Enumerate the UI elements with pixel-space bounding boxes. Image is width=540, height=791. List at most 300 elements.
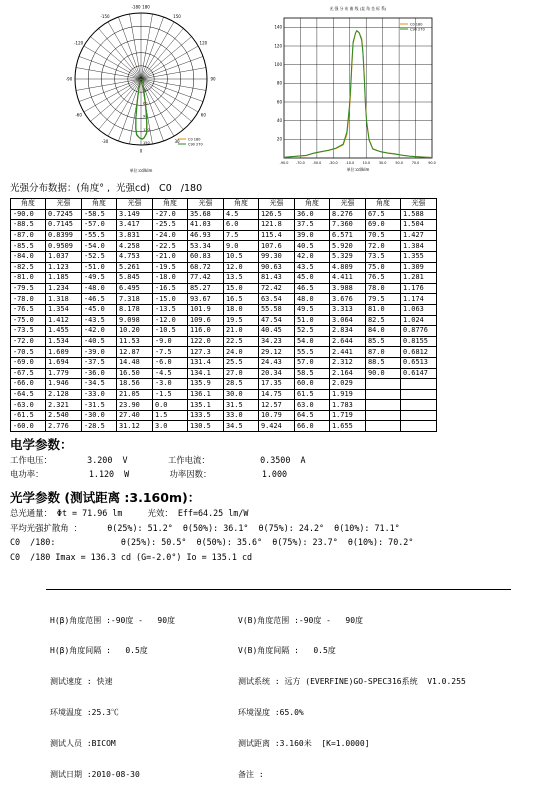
- table-header-cell: 角度: [82, 199, 117, 210]
- table-cell: 6.0: [224, 220, 259, 231]
- table-header-cell: 角度: [295, 199, 330, 210]
- table-cell: 1.354: [46, 304, 82, 315]
- table-cell: 37.5: [295, 220, 330, 231]
- table-cell: -76.5: [11, 304, 46, 315]
- footer-right-line: V(B)角度间隔 : 0.5度: [238, 646, 336, 656]
- table-cell: 24.0: [224, 347, 259, 358]
- table-cell: 9.098: [117, 315, 153, 326]
- polar-angle-label: 0: [139, 148, 143, 154]
- table-cell: 2.128: [46, 389, 82, 400]
- table-cell: 0.0: [153, 400, 188, 411]
- table-cell: 109.6: [188, 315, 224, 326]
- table-cell: -87.0: [11, 230, 46, 241]
- table-cell: 72.0: [366, 241, 401, 252]
- table-cell: -3.0: [153, 379, 188, 390]
- table-cell: -28.5: [82, 421, 117, 432]
- table-cell: 0.8399: [46, 230, 82, 241]
- table-cell: -57.0: [82, 220, 117, 231]
- footer-divider: [46, 589, 511, 590]
- footer-right-line: 测试系统 : 远方 (EVERFINE)GO-SPEC316系统 V1.0.255: [238, 677, 466, 687]
- table-cell: 12.0: [224, 262, 259, 273]
- y-tick-label: 80: [276, 80, 282, 86]
- table-cell: 31.12: [117, 421, 153, 432]
- table-cell: 45.0: [295, 273, 330, 284]
- cartesian-chart: [268, 4, 436, 174]
- table-cell: 7.318: [117, 294, 153, 305]
- table-cell: 27.40: [117, 410, 153, 421]
- table-cell: 11.53: [117, 336, 153, 347]
- table-cell: 34.5: [224, 421, 259, 432]
- table-cell: -73.5: [11, 326, 46, 337]
- table-cell: -48.0: [82, 283, 117, 294]
- table-cell: 72.42: [259, 283, 295, 294]
- table-cell: 67.5: [366, 209, 401, 220]
- table-cell: 52.5: [295, 326, 330, 337]
- table-cell: 1.174: [401, 294, 437, 305]
- table-cell: 40.45: [259, 326, 295, 337]
- table-cell: -36.0: [82, 368, 117, 379]
- table-cell: 5.920: [330, 241, 366, 252]
- table-cell: 1.609: [46, 347, 82, 358]
- table-cell: -69.0: [11, 357, 46, 368]
- table-cell: 41.03: [188, 220, 224, 231]
- table-row: [11, 347, 437, 358]
- table-cell: [401, 421, 437, 432]
- table-header-row: [11, 199, 437, 210]
- table-cell: [401, 379, 437, 390]
- table-cell: 107.6: [259, 241, 295, 252]
- table-row: [11, 230, 437, 241]
- table-cell: 60.83: [188, 251, 224, 262]
- footer-right: [238, 595, 466, 791]
- table-cell: 9.424: [259, 421, 295, 432]
- table-cell: 43.5: [295, 262, 330, 273]
- y-tick-label: 20: [276, 136, 282, 142]
- table-cell: 121.8: [259, 220, 295, 231]
- table-cell: 2.164: [330, 368, 366, 379]
- polar-legend-label: C90 270: [188, 142, 203, 147]
- table-cell: 16.50: [117, 368, 153, 379]
- table-cell: 18.0: [224, 304, 259, 315]
- polar-angle-label: -150: [100, 14, 110, 20]
- table-row: [11, 400, 437, 411]
- table-cell: 1.455: [46, 326, 82, 337]
- table-cell: 51.0: [295, 315, 330, 326]
- table-cell: 70.5: [366, 230, 401, 241]
- polar-angle-label: 150: [173, 14, 181, 20]
- polar-radial-label: 150: [143, 141, 150, 145]
- table-cell: 29.12: [259, 347, 295, 358]
- optical-line-2: 平均光强扩散角 ： θ(25%): 51.2° θ(50%): 36.1° θ(75%): 24.2° θ(10%): 71.1°: [10, 523, 400, 533]
- polar-angle-label: -120: [74, 40, 84, 46]
- table-cell: 133.5: [188, 410, 224, 421]
- table-cell: 79.5: [366, 294, 401, 305]
- table-cell: 4.258: [117, 241, 153, 252]
- table-cell: 115.4: [259, 230, 295, 241]
- table-cell: 10.5: [224, 251, 259, 262]
- footer-right-line: 备注 :: [238, 770, 264, 780]
- table-cell: -85.5: [11, 241, 46, 252]
- table-cell: 54.0: [295, 336, 330, 347]
- x-tick-label: 70.0: [411, 161, 420, 165]
- table-cell: -45.0: [82, 304, 117, 315]
- table-cell: 27.0: [224, 368, 259, 379]
- polar-radial-label: 60: [143, 101, 148, 106]
- table-cell: 42.0: [295, 251, 330, 262]
- table-cell: 3.149: [117, 209, 153, 220]
- polar-chart: [66, 4, 216, 176]
- table-cell: 0.7245: [46, 209, 82, 220]
- table-cell: 4.753: [117, 251, 153, 262]
- table-cell: -7.5: [153, 347, 188, 358]
- intensity-table: [10, 198, 437, 432]
- optical-line-1: 总光通量： Φt = 71.96 lm 光效： Eff=64.25 lm/W: [10, 508, 249, 518]
- table-cell: [366, 410, 401, 421]
- table-cell: -81.0: [11, 273, 46, 284]
- table-cell: 58.5: [295, 368, 330, 379]
- polar-radial-label: 120: [143, 127, 150, 132]
- table-cell: -40.5: [82, 336, 117, 347]
- table-cell: 7.360: [330, 220, 366, 231]
- table-cell: 40.5: [295, 241, 330, 252]
- table-cell: 1.694: [46, 357, 82, 368]
- table-cell: 12.57: [259, 400, 295, 411]
- table-cell: 0.6147: [401, 368, 437, 379]
- table-row: [11, 241, 437, 252]
- table-cell: 2.312: [330, 357, 366, 368]
- table-cell: 1.5: [153, 410, 188, 421]
- table-cell: 24.43: [259, 357, 295, 368]
- table-cell: 64.5: [295, 410, 330, 421]
- y-tick-label: 100: [274, 61, 282, 67]
- chart-title: 光 强 分 布 曲 线 (直 角 坐 标 系): [329, 6, 387, 11]
- table-cell: 34.23: [259, 336, 295, 347]
- table-header-cell: 角度: [224, 199, 259, 210]
- table-cell: 1.534: [46, 336, 82, 347]
- table-cell: 48.0: [295, 294, 330, 305]
- table-cell: 73.5: [366, 251, 401, 262]
- table-cell: 33.0: [224, 410, 259, 421]
- table-cell: 0.7145: [46, 220, 82, 231]
- table-cell: -42.0: [82, 326, 117, 337]
- optical-title: 光学参数 (测试距离 :3.160m)：: [10, 490, 201, 505]
- table-cell: 10.79: [259, 410, 295, 421]
- table-cell: -72.0: [11, 336, 46, 347]
- table-cell: 39.0: [295, 230, 330, 241]
- table-cell: 19.5: [224, 315, 259, 326]
- table-cell: 1.783: [330, 400, 366, 411]
- table-cell: 63.54: [259, 294, 295, 305]
- polar-legend-label: C0 180: [188, 137, 201, 142]
- table-cell: 76.5: [366, 273, 401, 284]
- table-cell: -84.0: [11, 251, 46, 262]
- table-cell: 1.946: [46, 379, 82, 390]
- chart-legend-label: C90 270: [410, 27, 425, 32]
- table-cell: 1.063: [401, 304, 437, 315]
- table-cell: 2.776: [46, 421, 82, 432]
- cartesian-svg: [268, 4, 436, 174]
- table-cell: 1.919: [330, 389, 366, 400]
- x-axis-label: 单位:cd/klm: [346, 167, 370, 172]
- table-cell: 90.63: [259, 262, 295, 273]
- table-cell: 21.0: [224, 326, 259, 337]
- table-cell: 55.5: [295, 347, 330, 358]
- table-cell: 5.329: [330, 251, 366, 262]
- table-cell: 5.845: [117, 273, 153, 284]
- table-cell: [366, 379, 401, 390]
- polar-angle-label: 60: [200, 112, 206, 118]
- table-cell: 6.495: [117, 283, 153, 294]
- table-cell: 17.35: [259, 379, 295, 390]
- footer-left-line: 测试人员 :BICOM: [50, 739, 116, 749]
- table-cell: 46.5: [295, 283, 330, 294]
- footer-right-line: 测试距离 :3.160米 [K=1.0000]: [238, 739, 370, 749]
- table-header-cell: 光强: [330, 199, 366, 210]
- chart-series-line: [284, 31, 432, 157]
- table-cell: 12.87: [117, 347, 153, 358]
- table-cell: [366, 421, 401, 432]
- x-tick-label: 10.0: [362, 161, 371, 165]
- table-cell: 55.58: [259, 304, 295, 315]
- table-row: [11, 262, 437, 273]
- table-row: [11, 336, 437, 347]
- table-cell: 20.34: [259, 368, 295, 379]
- table-cell: 134.1: [188, 368, 224, 379]
- footer-left-line: 测试速度 : 快速: [50, 677, 113, 687]
- polar-angle-label: 120: [199, 40, 208, 46]
- table-cell: -54.0: [82, 241, 117, 252]
- y-tick-label: 40: [276, 117, 282, 123]
- x-tick-label: -50.0: [312, 161, 322, 165]
- table-cell: -10.5: [153, 326, 188, 337]
- polar-radial-label: 90: [143, 114, 148, 119]
- polar-svg: [66, 4, 216, 176]
- table-cell: 57.0: [295, 357, 330, 368]
- table-cell: 4.411: [330, 273, 366, 284]
- table-cell: 9.0: [224, 241, 259, 252]
- table-cell: 1.355: [401, 251, 437, 262]
- table-cell: 2.441: [330, 347, 366, 358]
- table-cell: -61.5: [11, 410, 46, 421]
- table-cell: [366, 400, 401, 411]
- table-cell: 14.48: [117, 357, 153, 368]
- table-cell: 28.5: [224, 379, 259, 390]
- table-cell: -12.0: [153, 315, 188, 326]
- table-cell: -31.5: [82, 400, 117, 411]
- x-tick-label: 90.0: [428, 161, 436, 165]
- table-cell: [401, 410, 437, 421]
- table-cell: 1.504: [401, 220, 437, 231]
- table-row: [11, 294, 437, 305]
- table-cell: -6.0: [153, 357, 188, 368]
- table-cell: -13.5: [153, 304, 188, 315]
- table-cell: -67.5: [11, 368, 46, 379]
- table-row: [11, 220, 437, 231]
- table-row: [11, 273, 437, 284]
- table-cell: 13.5: [224, 273, 259, 284]
- table-header-cell: 角度: [153, 199, 188, 210]
- table-cell: 3.064: [330, 315, 366, 326]
- table-cell: 22.5: [224, 336, 259, 347]
- table-cell: 87.0: [366, 347, 401, 358]
- table-cell: 1.719: [330, 410, 366, 421]
- x-tick-label: -30.0: [328, 161, 338, 165]
- table-cell: 0.9509: [46, 241, 82, 252]
- polar-caption: 单位:cd/klm: [129, 168, 153, 173]
- table-cell: 7.5: [224, 230, 259, 241]
- footer-right-line: V(B)角度范围 :-90度 - 90度: [238, 615, 364, 625]
- table-cell: 1.234: [46, 283, 82, 294]
- table-row: [11, 357, 437, 368]
- table-cell: 0.8155: [401, 336, 437, 347]
- table-cell: 85.5: [366, 336, 401, 347]
- table-cell: -66.0: [11, 379, 46, 390]
- table-cell: -64.5: [11, 389, 46, 400]
- table-row: [11, 326, 437, 337]
- table-cell: 0.6513: [401, 357, 437, 368]
- table-cell: 0.6812: [401, 347, 437, 358]
- table-cell: -75.0: [11, 315, 46, 326]
- electrical-title: 电学参数：: [10, 437, 73, 452]
- table-cell: -90.0: [11, 209, 46, 220]
- table-cell: 77.42: [188, 273, 224, 284]
- table-cell: 2.321: [46, 400, 82, 411]
- table-cell: 1.309: [401, 262, 437, 273]
- table-cell: 122.0: [188, 336, 224, 347]
- x-tick-label: -90.0: [279, 161, 289, 165]
- polar-angle-label: 90: [210, 76, 216, 82]
- table-row: [11, 315, 437, 326]
- table-cell: -33.0: [82, 389, 117, 400]
- table-cell: -1.5: [153, 389, 188, 400]
- polar-angle-label: -60: [75, 112, 82, 118]
- table-cell: -30.0: [82, 410, 117, 421]
- table-cell: -16.5: [153, 283, 188, 294]
- footer-left: [50, 595, 175, 791]
- table-cell: 61.5: [295, 389, 330, 400]
- table-cell: 81.43: [259, 273, 295, 284]
- table-cell: 15.0: [224, 283, 259, 294]
- table-header-cell: 角度: [366, 199, 401, 210]
- table-header-cell: 光强: [259, 199, 295, 210]
- table-cell: 49.5: [295, 304, 330, 315]
- table-cell: 1.779: [46, 368, 82, 379]
- table-row: [11, 410, 437, 421]
- table-header-cell: 角度: [11, 199, 46, 210]
- x-tick-label: -10.0: [345, 161, 355, 165]
- table-cell: 2.644: [330, 336, 366, 347]
- table-cell: -24.0: [153, 230, 188, 241]
- table-cell: -79.5: [11, 283, 46, 294]
- x-tick-label: 50.0: [395, 161, 403, 165]
- table-cell: 99.30: [259, 251, 295, 262]
- table-cell: -63.0: [11, 400, 46, 411]
- table-cell: -18.0: [153, 273, 188, 284]
- table-cell: -46.5: [82, 294, 117, 305]
- table-row: [11, 368, 437, 379]
- table-header-cell: 光强: [46, 199, 82, 210]
- table-cell: -27.0: [153, 209, 188, 220]
- table-cell: 46.93: [188, 230, 224, 241]
- x-tick-label: 30.0: [378, 161, 387, 165]
- table-cell: [401, 400, 437, 411]
- table-cell: -60.0: [11, 421, 46, 432]
- table-cell: 1.427: [401, 230, 437, 241]
- table-cell: 2.834: [330, 326, 366, 337]
- table-cell: -39.0: [82, 347, 117, 358]
- table-cell: 60.0: [295, 379, 330, 390]
- table-cell: -49.5: [82, 273, 117, 284]
- table-cell: 1.412: [46, 315, 82, 326]
- table-cell: [366, 389, 401, 400]
- table-cell: 3.988: [330, 283, 366, 294]
- table-body: [11, 209, 437, 431]
- x-tick-label: -70.0: [296, 161, 305, 165]
- electrical-line-2: 电功率： 1.120 W 功率因数： 1.000: [10, 469, 288, 479]
- table-cell: -51.0: [82, 262, 117, 273]
- table-cell: 93.67: [188, 294, 224, 305]
- table-cell: 1.281: [401, 273, 437, 284]
- table-cell: -70.5: [11, 347, 46, 358]
- table-cell: 35.68: [188, 209, 224, 220]
- y-tick-label: 120: [274, 43, 282, 49]
- footer-left-line: 测试日期 :2010-08-30: [50, 770, 140, 780]
- table-cell: 1.176: [401, 283, 437, 294]
- table-cell: 1.318: [46, 294, 82, 305]
- table-cell: -25.5: [153, 220, 188, 231]
- table-cell: 82.5: [366, 315, 401, 326]
- table-cell: -58.5: [82, 209, 117, 220]
- footer-left-line: H(β)角度范围 :-90度 - 90度: [50, 615, 176, 625]
- table-cell: 101.9: [188, 304, 224, 315]
- footer-left-line: 环境温度 :25.3℃: [50, 708, 119, 718]
- y-tick-label: 140: [274, 24, 282, 30]
- table-cell: 84.0: [366, 326, 401, 337]
- table-cell: 136.1: [188, 389, 224, 400]
- table-section-title: 光强分布数据：(角度° , 光强cd) C0 /180: [10, 183, 203, 194]
- table-cell: 1.185: [46, 273, 82, 284]
- table-cell: 75.0: [366, 262, 401, 273]
- footer-right-line: 环境湿度 :65.0%: [238, 708, 304, 718]
- table-cell: 47.54: [259, 315, 295, 326]
- table-cell: -37.5: [82, 357, 117, 368]
- electrical-line-1: 工作电压： 3.200 V 工作电流： 0.3500 A: [10, 455, 306, 465]
- table-cell: 1.588: [401, 209, 437, 220]
- table-cell: -9.0: [153, 336, 188, 347]
- table-cell: -88.5: [11, 220, 46, 231]
- table-cell: 126.5: [259, 209, 295, 220]
- table-cell: -34.5: [82, 379, 117, 390]
- table-cell: 25.5: [224, 357, 259, 368]
- polar-angle-label: -90: [66, 76, 73, 82]
- table-cell: -21.0: [153, 251, 188, 262]
- table-cell: 6.571: [330, 230, 366, 241]
- table-cell: 4.809: [330, 262, 366, 273]
- table-cell: 66.0: [295, 421, 330, 432]
- table-cell: 2.029: [330, 379, 366, 390]
- polar-angle-label: -30: [101, 138, 109, 144]
- table-cell: 4.5: [224, 209, 259, 220]
- table-cell: 3.417: [117, 220, 153, 231]
- table-cell: 127.3: [188, 347, 224, 358]
- table-cell: 14.75: [259, 389, 295, 400]
- table-cell: 68.72: [188, 262, 224, 273]
- table-cell: 81.0: [366, 304, 401, 315]
- table-header-cell: 光强: [401, 199, 437, 210]
- polar-radial-label: 30: [143, 88, 148, 93]
- table-cell: 36.0: [295, 209, 330, 220]
- table-header-cell: 光强: [188, 199, 224, 210]
